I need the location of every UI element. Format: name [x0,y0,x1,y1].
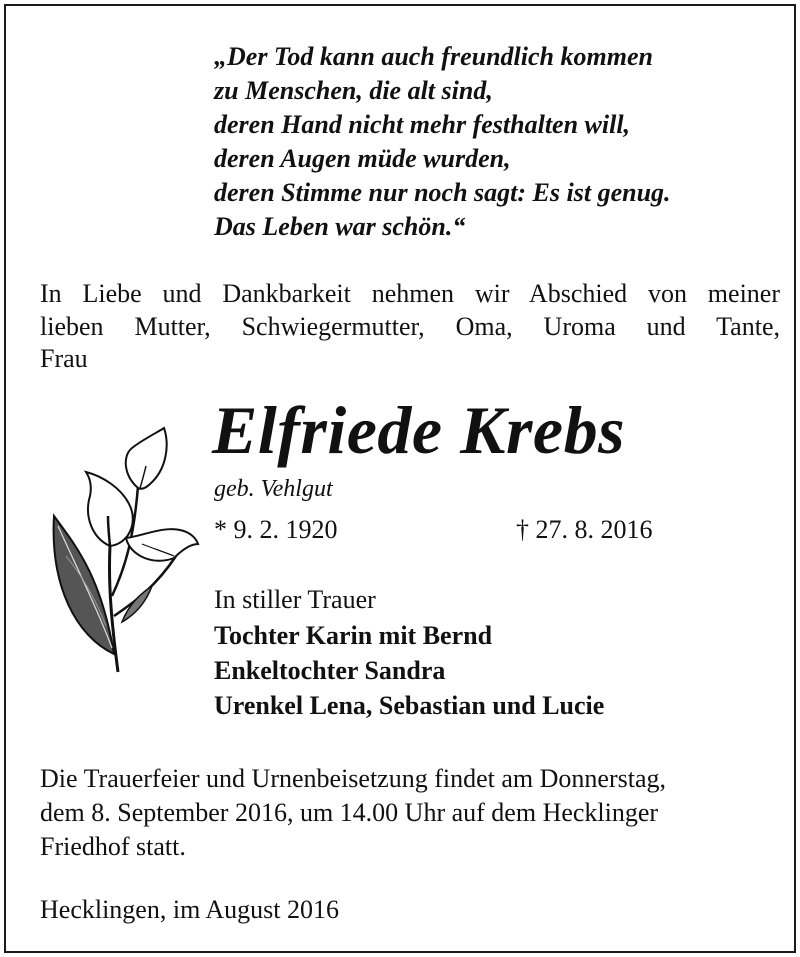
deceased-name: Elfriede Krebs [212,392,626,468]
notice-frame [4,4,796,953]
ceremony-line: dem 8. September 2016, um 14.00 Uhr auf dem Hecklinger [40,798,659,827]
quote-line: zu Menschen, die alt sind, [214,76,493,105]
ceremony-line: Die Trauerfeier und Urnenbeisetzung findet am Donnerstag, [40,764,666,793]
mourners-list [214,618,604,723]
place-date: Hecklingen, im August 2016 [40,895,339,924]
birth-date: * 9. 2. 1920 [214,515,338,544]
intro-line: In Liebe und Dankbarkeit nehmen wir Abschied von meiner [40,279,780,308]
quote-line: „Der Tod kann auch freundlich kommen [214,42,653,71]
ceremony-line: Friedhof statt. [40,832,186,861]
ceremony-info [40,762,780,864]
calla-lily-icon [46,426,206,676]
death-date: † 27. 8. 2016 [516,515,653,544]
mourning-label: In stiller Trauer [214,585,376,614]
quote-line: deren Augen müde wurden, [214,144,511,173]
quote-line: deren Hand nicht mehr festhalten will, [214,110,631,139]
mourner: Tochter Karin mit Bernd [214,621,493,650]
quote-line: Das Leben war schön.“ [214,212,466,241]
intro-line: lieben Mutter, Schwiegermutter, Oma, Uroma und Tante, [40,311,780,341]
quote-line: deren Stimme nur noch sagt: Es ist genug. [214,178,671,207]
mourner: Enkeltochter Sandra [214,656,446,685]
memorial-quote [214,40,794,244]
intro-line: Frau [40,344,88,373]
maiden-name: geb. Vehlgut [214,476,333,502]
mourner: Urenkel Lena, Sebastian und Lucie [214,691,605,720]
farewell-intro [40,278,780,376]
